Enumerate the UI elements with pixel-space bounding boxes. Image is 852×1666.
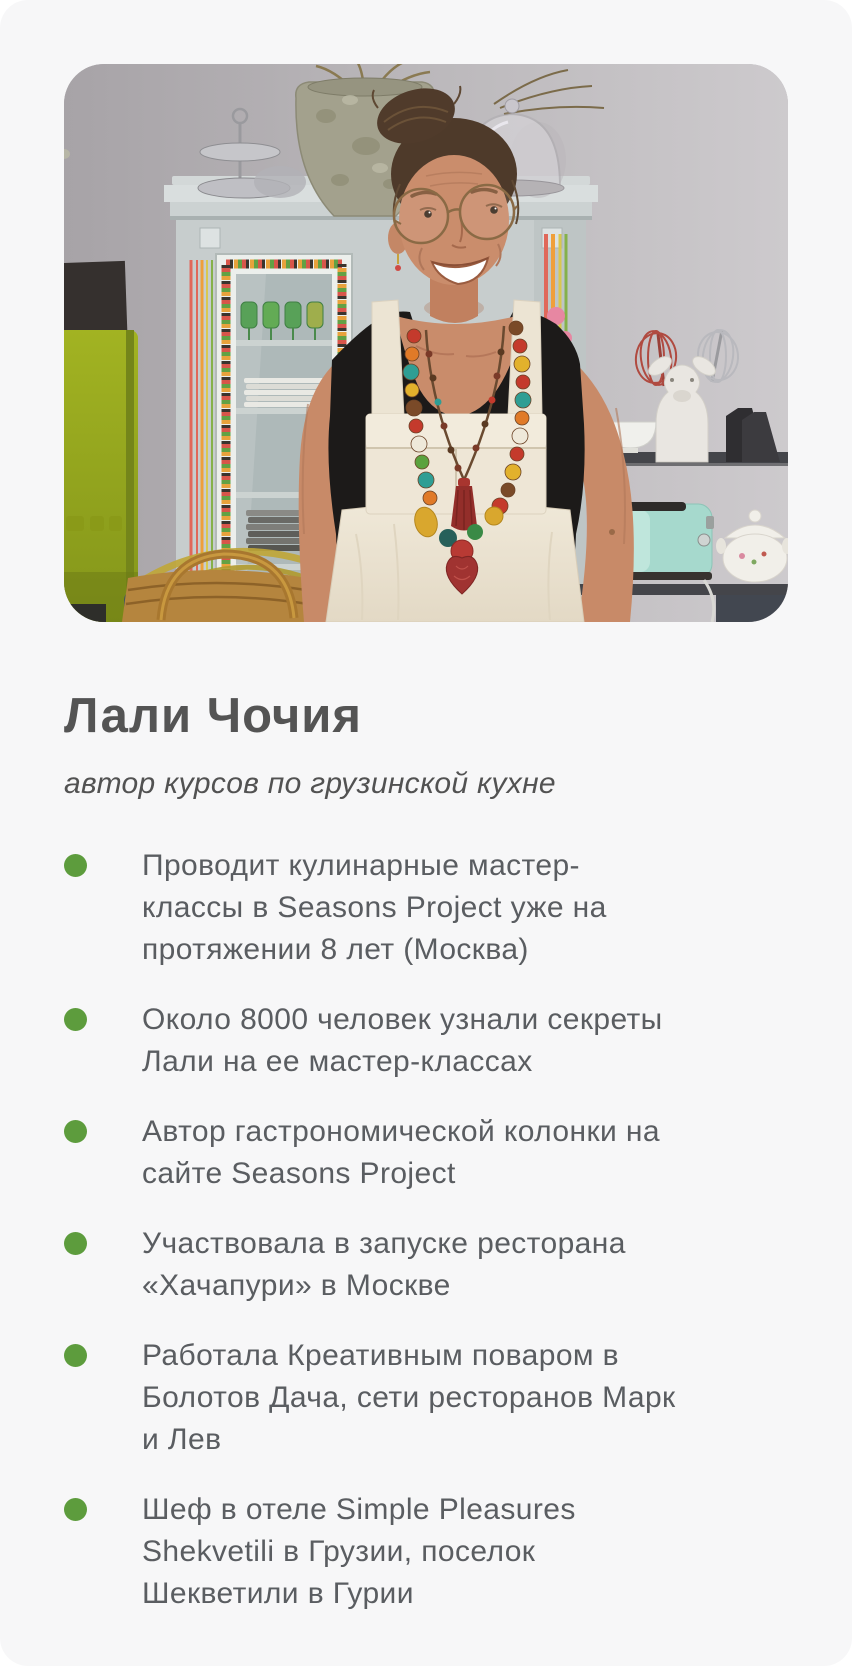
fact-text: Работала Креативным поваром в Болотов Дача, сети ресторанов Марк и Лев bbox=[142, 1339, 676, 1456]
bullet-dot-icon bbox=[64, 1344, 87, 1367]
fact-text: Автор гастрономической колонки на сайте Seasons Project bbox=[142, 1115, 660, 1190]
fact-text: Участвовала в запуске ресторана «Хачапури» в Москве bbox=[142, 1227, 626, 1302]
profile-role: автор курсов по грузинской кухне bbox=[64, 767, 556, 800]
list-item bbox=[64, 999, 784, 1083]
bullet-dot-icon bbox=[64, 1498, 87, 1521]
list-item bbox=[64, 1111, 784, 1195]
bullet-dot-icon bbox=[64, 1120, 87, 1143]
kitchen-photo-illustration bbox=[64, 64, 788, 622]
fact-text: Шеф в отеле Simple Pleasures Shekvetili в Грузии, поселок Шекветили в Гурии bbox=[142, 1493, 576, 1610]
bullet-dot-icon bbox=[64, 1232, 87, 1255]
bullet-dot-icon bbox=[64, 1008, 87, 1031]
fact-text: Около 8000 человек узнали секреты Лали на ее мастер-классах bbox=[142, 1003, 663, 1078]
facts-list bbox=[64, 845, 784, 1643]
bullet-dot-icon bbox=[64, 854, 87, 877]
profile-photo bbox=[64, 64, 788, 622]
fact-text: Проводит кулинарные мастер- классы в Seasons Project уже на протяжении 8 лет (Москва) bbox=[142, 849, 607, 966]
list-item bbox=[64, 1223, 784, 1307]
list-item bbox=[64, 845, 784, 971]
page-title: Лали Чочия bbox=[64, 689, 363, 743]
list-item bbox=[64, 1489, 784, 1615]
list-item bbox=[64, 1335, 784, 1461]
